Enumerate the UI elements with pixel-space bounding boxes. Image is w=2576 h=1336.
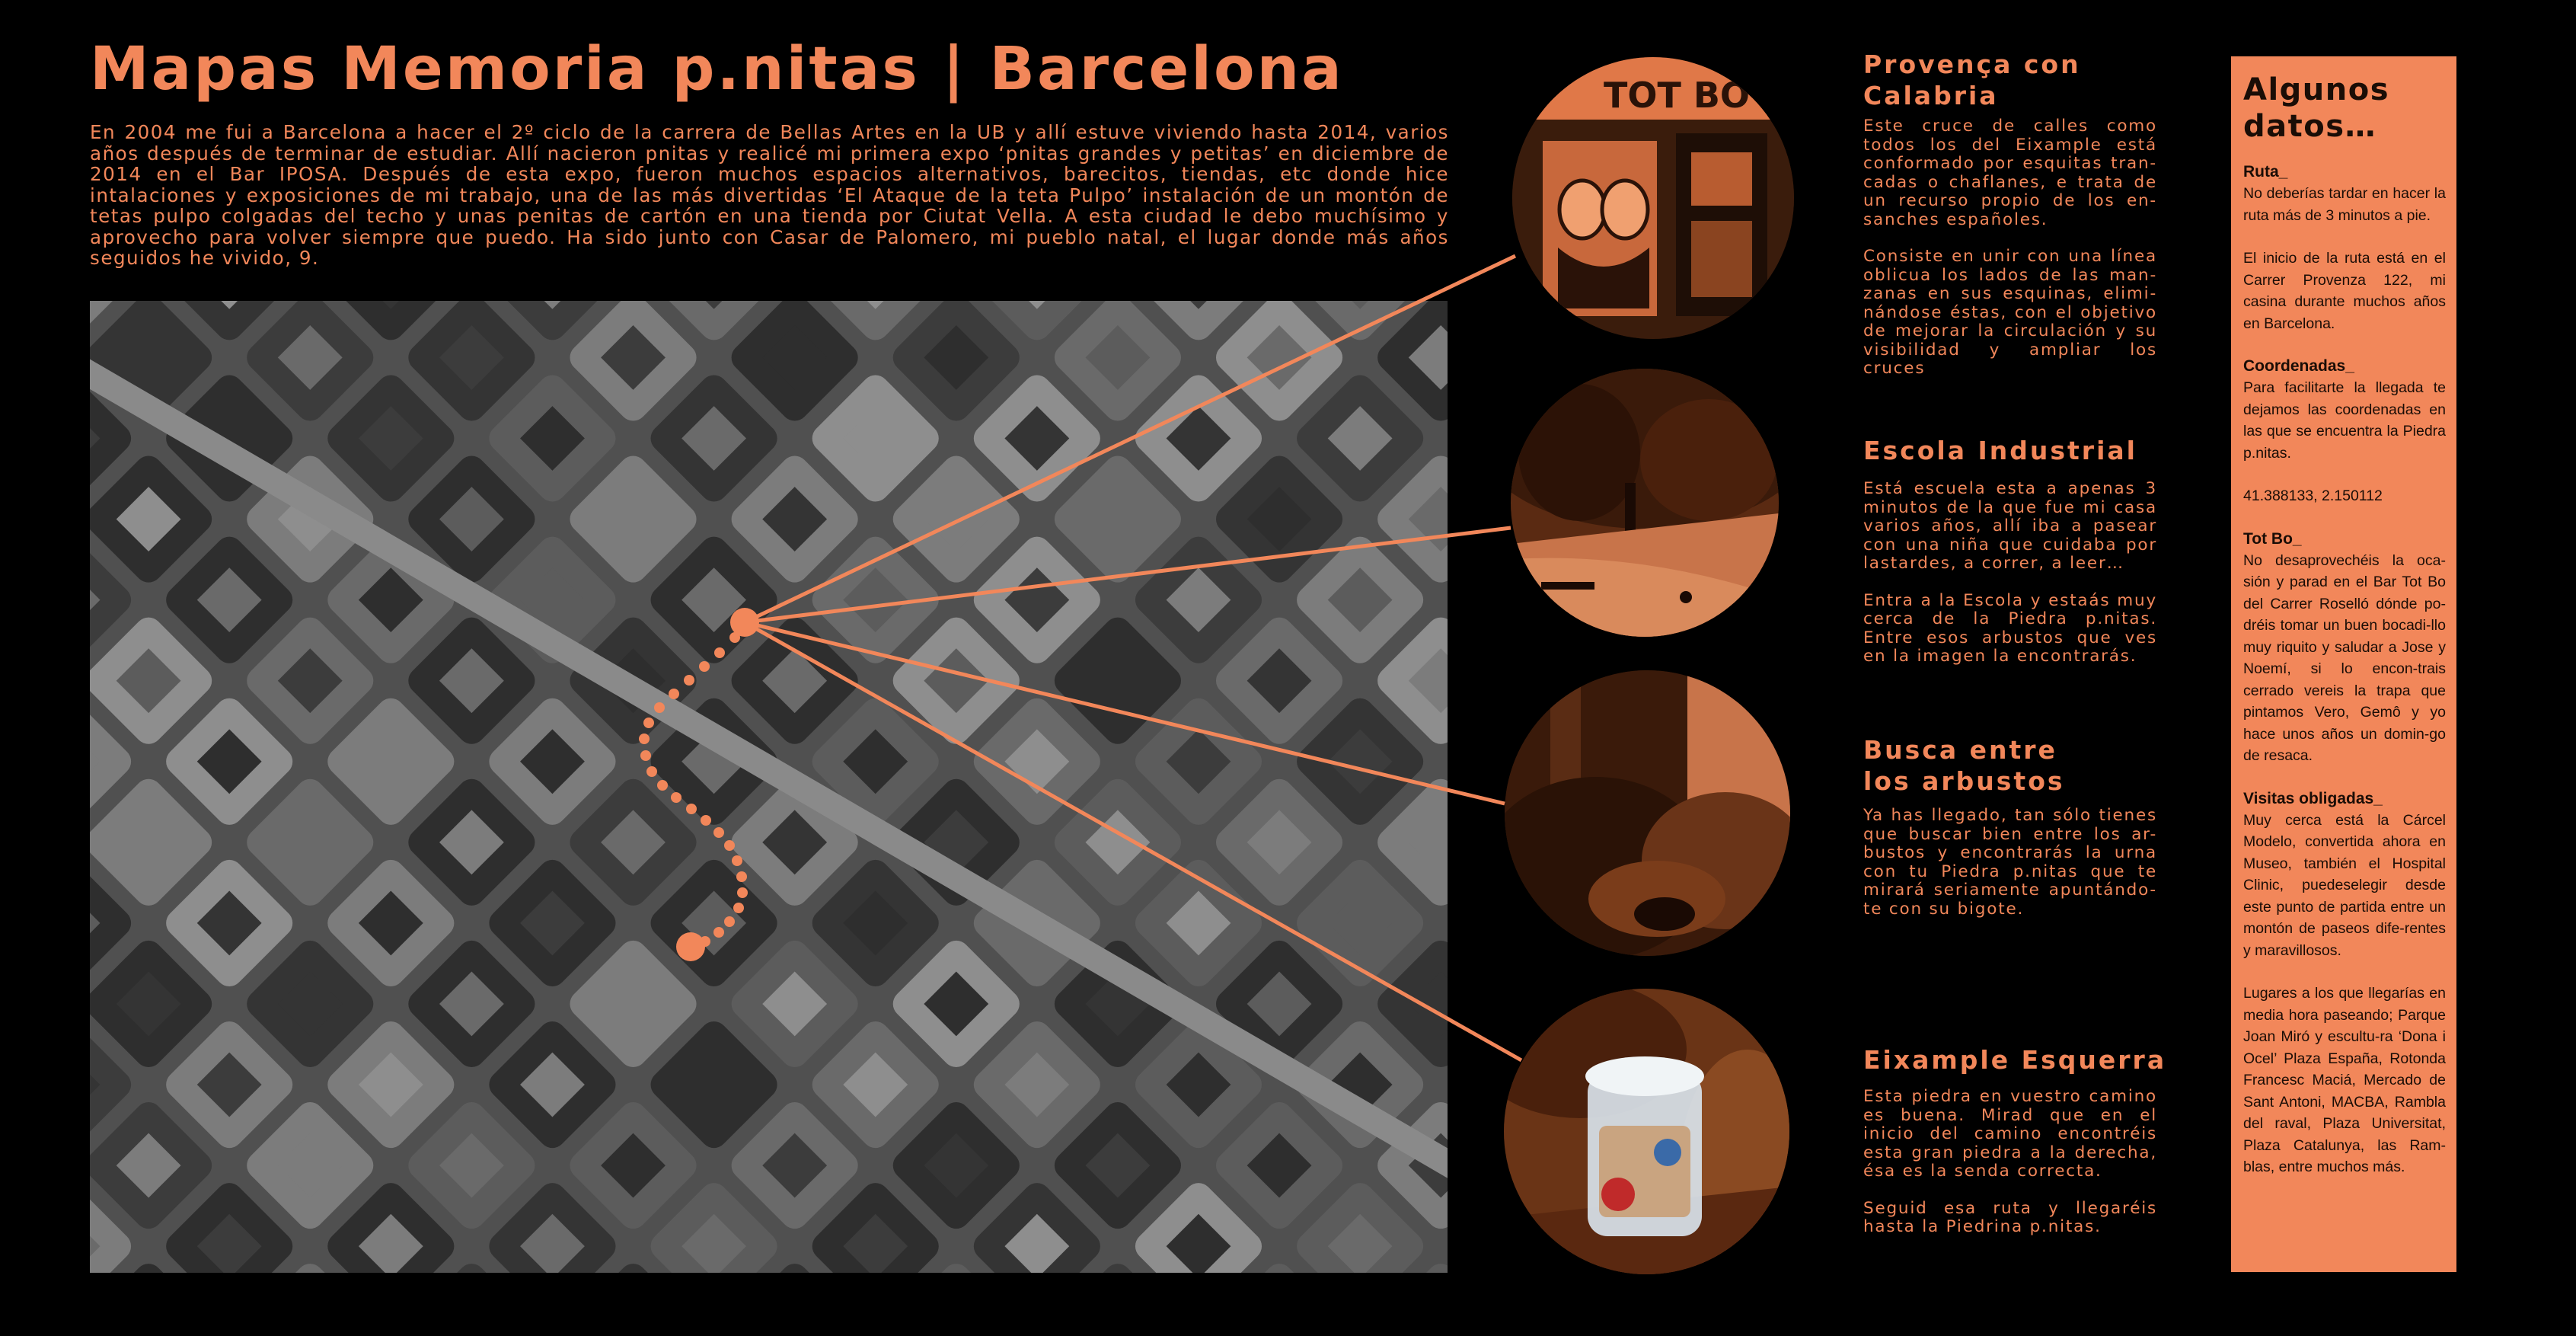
section-title-provenca: Provença con Calabria bbox=[1863, 50, 2081, 110]
section-paragraph: Este cruce de calles como todos los del Eixample está conformado por esquitas tran-cadas o chaflanes, e trata de un recurso propio de los en-sanches españoles. bbox=[1863, 117, 2157, 229]
section-body-arbustos bbox=[1863, 807, 2157, 937]
section-paragraph: Seguid esa ruta y llegaréis hasta la Piedrina p.nitas. bbox=[1863, 1198, 2157, 1236]
sidebar-text: No deberías tardar en hacer la ruta más de 3 minutos a pie. bbox=[2243, 185, 2446, 224]
section-title-arbustos: Busca entre los arbustos bbox=[1863, 735, 2065, 796]
tot-bo-facade-photo bbox=[1512, 57, 1794, 339]
sidebar-label-coordenadas: Coordenadas_ bbox=[2243, 357, 2354, 375]
jar-photo bbox=[1504, 989, 1789, 1274]
sidebar-title-line: Algunos bbox=[2243, 72, 2390, 107]
section-paragraph: Entra a la Escola y estaás muy cerca de la Piedra p.nitas. Entre esos arbustos que ves en la imagen la encontrarás. bbox=[1863, 590, 2157, 666]
sidebar-text: Muy cerca está la Cárcel Modelo, convertida ahora en Museo, también el Hospital Clinic, puedeselegir desde este punto de partida entre un montón de paseos dife-rentes y maravillosos. bbox=[2243, 811, 2446, 959]
photo-tot-bo bbox=[1512, 57, 1794, 339]
section-body-escola bbox=[1863, 480, 2157, 685]
section-body-eixample bbox=[1863, 1088, 2157, 1255]
sidebar-title bbox=[2243, 72, 2446, 145]
section-paragraph: Ya has llegado, tan sólo tienes que buscar bien entre los ar-bustos y encontrarás la urna con tu Piedra p.nitas que te mirará seriamente apuntándo-te con su bigote. bbox=[1863, 806, 2157, 919]
aerial-map-image bbox=[90, 301, 1448, 1273]
aerial-map bbox=[90, 301, 1448, 1273]
sidebar-title-line: datos… bbox=[2243, 109, 2377, 144]
photo-jar bbox=[1504, 989, 1789, 1274]
section-title-escola: Escola Industrial bbox=[1863, 436, 2137, 465]
photo-escola-industrial bbox=[1511, 369, 1779, 637]
sidebar-label-visitas: Visitas obligadas_ bbox=[2243, 789, 2383, 807]
tot-bo-sign: TOT BO bbox=[1604, 75, 1751, 116]
escola-industrial-park-photo bbox=[1511, 369, 1779, 637]
sidebar-label-ruta: Ruta_ bbox=[2243, 163, 2288, 181]
page-title: Mapas Memoria p.nitas | Barcelona bbox=[90, 35, 1344, 104]
sidebar-label-tot-bo: Tot Bo_ bbox=[2243, 529, 2302, 548]
facts-sidebar bbox=[2231, 56, 2456, 1272]
section-title-eixample: Eixample Esquerra bbox=[1863, 1045, 2167, 1075]
sidebar-text: El inicio de la ruta está en el Carrer Provenza 122, mi casina durante muchos años en Barcelona. bbox=[2243, 250, 2446, 332]
section-paragraph: Esta piedra en vuestro camino es buena. Mirad que en el inicio del camino encontréis esta gran piedra a la derecha, ésa es la senda correcta. bbox=[1863, 1087, 2157, 1181]
bushes-photo bbox=[1505, 670, 1790, 956]
coordinates-value: 41.388133, 2.150112 bbox=[2243, 487, 2383, 504]
photo-bushes bbox=[1505, 670, 1790, 956]
section-body-provenca bbox=[1863, 117, 2157, 397]
intro-paragraph: En 2004 me fui a Barcelona a hacer el 2º ciclo de la carrera de Bellas Artes en la UB y allí estuve viviendo hasta 2014, varios años después de terminar de estudiar. Allí nacieron pnitas y realicé mi primera expo ‘pnitas grandes y petitas’ en diciembre de 2014 en el Bar IPOSA. Después de esta expo, fueron muchos espacios alternativos, barecitos, tiendas, etc donde hice intalaciones y exposiciones de mi trabajo, una de las más divertidas ‘El Ataque de la teta Pulpo’ instalación de un montón de tetas pulpo colgadas del techo y unas penitas de cartón en una tienda por Ciutat Vella. A esta ciudad le debo muchísimo y aprovecho para volver siempre que puedo. Ha sido junto con Casar de Palomero, mi pueblo natal, el lugar donde más años seguidos he vivido, 9. bbox=[90, 121, 1449, 269]
section-paragraph: Consiste en unir con una línea oblicua los lados de las man-zanas en sus esquinas, elimi-nándose éstas, con el objetivo de mejorar la circulación y su visibilidad y ampliar los cruces bbox=[1863, 247, 2157, 378]
section-paragraph: Está escuela esta a apenas 3 minutos de la que fue mi casa varios años, allí iba a pasear con una niña que cuidaba por lastardes, a correr, a leer… bbox=[1863, 479, 2157, 573]
sidebar-text: Lugares a los que llegarías en media hora paseando; Parque Joan Miró y escultu-ra ‘Dona i Ocel’ Plaza España, Rotonda Francesc Maciá, Mercado de Sant Antoni, MACBA, Rambla del raval, Plaza Universitat, Plaza Catalunya, las Ram-blas, entre muchos más. bbox=[2243, 985, 2446, 1175]
sidebar-text: No desaprovechéis la oca-sión y parad en el Bar Tot Bo del Carrer Roselló dónde po-dréis tomar un buen bocadi-llo muy riquito y saludar a Jose y Noemí, si lo encon-trais cerrado vereis la trapa que pintamos Vero, Gemô y yo hace unos años un domin-go de resaca. bbox=[2243, 551, 2446, 764]
sidebar-text: Para facilitarte la llegada te dejamos las coordenadas en las que se encuentra la Piedra p.nitas. bbox=[2243, 379, 2446, 462]
